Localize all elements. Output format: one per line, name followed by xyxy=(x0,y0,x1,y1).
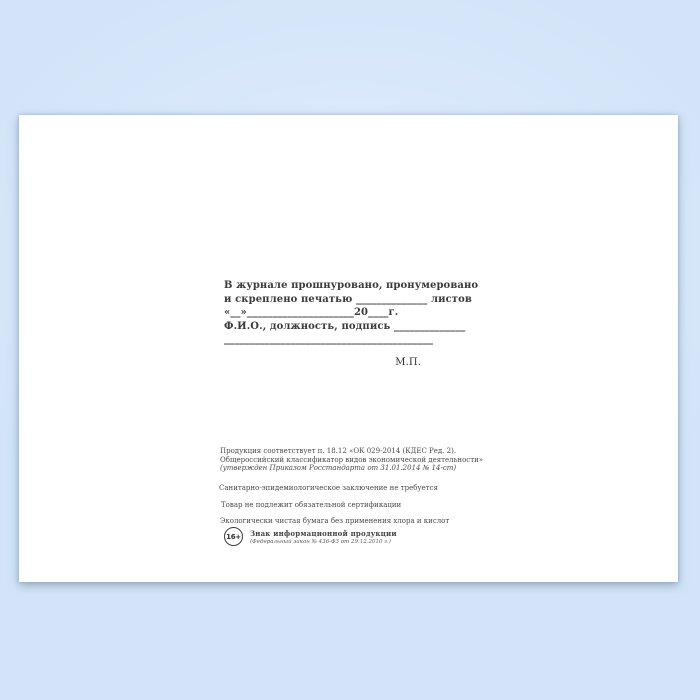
seal-place-label: М.П. xyxy=(395,356,421,368)
product-compliance-line-3: (утвержден Приказом Росстандарта от 31.01.2014 № 14-ст) xyxy=(220,464,457,472)
info-sign-law: (Федеральный закон № 436-ФЗ от 29.12.2010 г.) xyxy=(250,539,391,545)
stamp-line-signature: Ф.И.О., должность, подпись ______________ xyxy=(224,320,466,332)
document-page xyxy=(19,115,678,582)
age-rating-16plus-icon: 16+ xyxy=(224,527,243,546)
product-compliance-line-2: Общероссийский классификатор видов экономической деятельности» xyxy=(220,455,484,464)
eco-paper-statement: Экологически чистая бумага без применения хлора и кислот xyxy=(220,517,450,525)
info-sign-text xyxy=(250,527,397,545)
stamp-certification-block xyxy=(224,279,479,369)
info-sign-title: Знак информационной продукции xyxy=(250,529,397,538)
certification-statement: Товар не подлежит обязательной сертификации xyxy=(221,501,402,509)
product-compliance-line-1: Продукция соответствует п. 18.12 «ОК 029-2014 (КДЕС Ред. 2). xyxy=(220,447,457,455)
stamp-line-1: В журнале прошнуровано, пронумеровано xyxy=(224,280,479,291)
sanitary-statement: Санитарно-эпидемиологическое заключение не требуется xyxy=(219,484,438,492)
stamp-line-date: «__»_____________________20____г. xyxy=(224,307,399,318)
stamp-line-blank: _________________________________________ xyxy=(224,334,434,345)
stamp-line-2: и скреплено печатью ______________ листов xyxy=(224,293,472,305)
product-compliance-paragraph xyxy=(220,447,483,473)
info-sign-row xyxy=(224,527,397,546)
